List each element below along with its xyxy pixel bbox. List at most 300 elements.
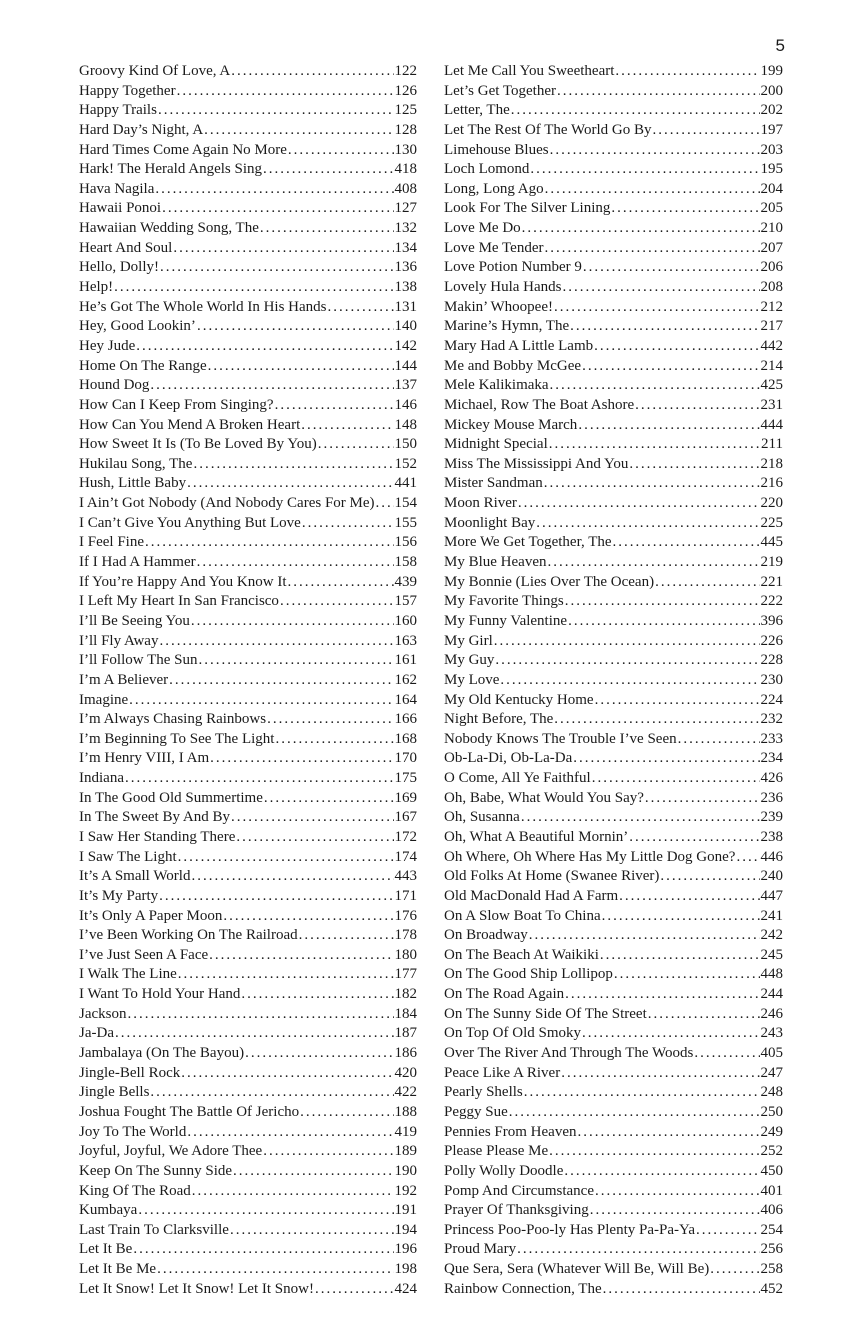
song-title: Hark! The Herald Angels Sing [79, 161, 263, 178]
dot-leader [267, 710, 393, 730]
index-entry [79, 199, 417, 219]
page-ref: 122 [394, 63, 417, 79]
dot-leader [562, 278, 759, 298]
index-entry [444, 455, 783, 475]
index-entry [79, 121, 417, 141]
page-ref: 234 [760, 750, 783, 767]
page-ref: 184 [394, 1005, 417, 1022]
page-ref: 425 [760, 377, 783, 394]
page-ref: 205 [760, 200, 783, 217]
page-ref: 169 [394, 789, 417, 806]
index-entry [444, 180, 783, 200]
dot-leader [568, 612, 759, 632]
song-title: I’ll Follow The Sun [79, 652, 198, 669]
index-entry [444, 1103, 783, 1123]
index-entry [79, 1221, 417, 1241]
song-title: It’s Only A Paper Moon [79, 907, 223, 924]
page-ref: 199 [760, 63, 783, 79]
dot-leader [264, 789, 394, 809]
index-entry [444, 199, 783, 219]
index-entry [79, 1123, 417, 1143]
song-title: I Saw The Light [79, 848, 177, 865]
page-ref: 166 [394, 711, 417, 728]
page-ref: 152 [394, 455, 417, 472]
song-title: Imagine [79, 691, 129, 708]
page-ref: 242 [760, 927, 783, 944]
page-number: 5 [775, 36, 785, 55]
song-title: Groovy Kind Of Love, A [79, 63, 231, 79]
page-ref: 142 [394, 337, 417, 354]
song-title: My Blue Heaven [444, 554, 547, 571]
dot-leader [138, 1201, 393, 1221]
dot-leader [614, 965, 760, 985]
dot-leader [299, 926, 394, 946]
page-ref: 241 [760, 907, 783, 924]
page-ref: 190 [394, 1162, 417, 1179]
index-entry [79, 160, 417, 180]
page-ref: 447 [760, 887, 783, 904]
dot-leader [115, 1024, 394, 1044]
dot-leader [557, 82, 760, 102]
song-title: Marine’s Hymn, The [444, 318, 570, 335]
dot-leader [521, 808, 760, 828]
index-entry [444, 416, 783, 436]
dot-leader [187, 474, 393, 494]
song-title: Makin’ Whoopee! [444, 298, 553, 315]
page-ref: 426 [760, 770, 783, 787]
song-title: In The Good Old Summertime [79, 789, 263, 806]
song-title: Prayer Of Thanksgiving [444, 1202, 589, 1219]
index-entry [79, 553, 417, 573]
song-title: Pomp And Circumstance [444, 1182, 594, 1199]
index-entry [444, 1221, 783, 1241]
song-title: Let It Snow! Let It Snow! Let It Snow! [79, 1280, 314, 1297]
dot-leader [549, 435, 760, 455]
song-title: He’s Got The Whole World In His Hands [79, 298, 327, 315]
song-title: Princess Poo-Poo-ly Has Plenty Pa-Pa-Ya [444, 1221, 695, 1238]
index-entry [444, 651, 783, 671]
page-ref: 236 [760, 789, 783, 806]
dot-leader [547, 553, 759, 573]
song-title: Joyful, Joyful, We Adore Thee [79, 1143, 263, 1160]
index-entry [79, 1103, 417, 1123]
dot-leader [611, 199, 759, 219]
dot-leader [550, 141, 760, 161]
dot-leader [517, 1240, 759, 1260]
dot-leader [530, 160, 759, 180]
index-entry [444, 160, 783, 180]
page-ref: 248 [760, 1084, 783, 1101]
dot-leader [178, 965, 394, 985]
dot-leader [288, 141, 394, 161]
index-entry [444, 396, 783, 416]
index-entry [444, 965, 783, 985]
page-ref: 396 [760, 612, 783, 629]
index-entry [444, 533, 783, 553]
dot-leader [522, 219, 760, 239]
page-ref: 194 [394, 1221, 417, 1238]
song-title: Que Sera, Sera (Whatever Will Be, Will Be) [444, 1261, 710, 1278]
dot-leader [565, 985, 759, 1005]
page-ref: 444 [760, 416, 783, 433]
index-entry [79, 671, 417, 691]
page-ref: 188 [394, 1103, 417, 1120]
dot-leader [260, 219, 394, 239]
index-entry [79, 1024, 417, 1044]
page-ref: 405 [760, 1045, 783, 1062]
song-title: Peggy Sue [444, 1103, 508, 1120]
page-ref: 250 [760, 1103, 783, 1120]
page-ref: 155 [394, 514, 417, 531]
page-ref: 178 [394, 927, 417, 944]
dot-leader [275, 396, 394, 416]
page-ref: 418 [394, 161, 417, 178]
song-title: Oh, Babe, What Would You Say? [444, 789, 644, 806]
song-title: Look For The Silver Lining [444, 200, 611, 217]
dot-leader [561, 1064, 759, 1084]
dot-leader [145, 533, 394, 553]
page-ref: 180 [394, 946, 417, 963]
index-entry [444, 1083, 783, 1103]
index-entry [444, 1024, 783, 1044]
page-ref: 150 [394, 436, 417, 453]
page-ref: 222 [760, 593, 783, 610]
index-entry [444, 671, 783, 691]
index-entry [79, 1182, 417, 1202]
page-ref: 442 [760, 337, 783, 354]
page-ref: 196 [394, 1241, 417, 1258]
song-title: My Bonnie (Lies Over The Ocean) [444, 573, 655, 590]
page-ref: 424 [394, 1280, 417, 1297]
song-title: On A Slow Boat To China [444, 907, 601, 924]
page-ref: 419 [394, 1123, 417, 1140]
song-title: On The Beach At Waikiki [444, 946, 599, 963]
dot-leader [318, 435, 394, 455]
index-entry [444, 1005, 783, 1025]
song-title: Love Potion Number 9 [444, 259, 582, 276]
song-title: Midnight Special [444, 436, 548, 453]
song-title: Let The Rest Of The World Go By [444, 121, 652, 138]
dot-leader [209, 946, 393, 966]
index-entry [444, 612, 783, 632]
page-ref: 164 [394, 691, 417, 708]
page-ref: 182 [394, 986, 417, 1003]
song-title: Rainbow Connection, The [444, 1280, 602, 1297]
index-entry [444, 592, 783, 612]
index-entry [444, 317, 783, 337]
index-entry [79, 848, 417, 868]
index-entry [79, 632, 417, 652]
index-entry [79, 946, 417, 966]
page-ref: 186 [394, 1045, 417, 1062]
index-entry [444, 946, 783, 966]
page-ref: 162 [394, 671, 417, 688]
song-title: Polly Wolly Doodle [444, 1162, 564, 1179]
index-entry [444, 632, 783, 652]
index-entry [79, 337, 417, 357]
index-entry [79, 258, 417, 278]
song-title: Help! [79, 279, 114, 296]
dot-leader [315, 1280, 394, 1300]
song-title: Long, Long Ago [444, 180, 544, 197]
index-entry [79, 1280, 417, 1300]
page-ref: 258 [760, 1261, 783, 1278]
index-entry [444, 848, 783, 868]
index-entry [79, 1260, 417, 1280]
song-title: Heart And Soul [79, 239, 173, 256]
dot-leader [629, 828, 759, 848]
index-entry [79, 416, 417, 436]
index-entry [444, 239, 783, 259]
index-entry [79, 455, 417, 475]
song-title: Mickey Mouse March [444, 416, 578, 433]
song-title: Mele Kalikimaka [444, 377, 549, 394]
page-ref: 198 [394, 1261, 417, 1278]
index-entry [79, 710, 417, 730]
index-entry [444, 435, 783, 455]
page-ref: 130 [394, 141, 417, 158]
index-entry [444, 474, 783, 494]
index-entry [79, 514, 417, 534]
dot-leader [125, 769, 394, 789]
page-ref: 134 [394, 239, 417, 256]
page-ref: 228 [760, 652, 783, 669]
dot-leader [192, 1182, 394, 1202]
index-entry [444, 985, 783, 1005]
dot-leader [660, 867, 759, 887]
dot-leader [565, 592, 760, 612]
dot-leader [495, 651, 759, 671]
dot-leader [150, 376, 393, 396]
song-title: On Broadway [444, 927, 528, 944]
index-entry [79, 1162, 417, 1182]
song-title: Limehouse Blues [444, 141, 549, 158]
dot-leader [573, 749, 759, 769]
page-ref: 219 [760, 554, 783, 571]
index-entry [79, 808, 417, 828]
song-title: Love Me Do [444, 220, 521, 237]
index-entry [444, 1044, 783, 1064]
page-ref: 128 [394, 121, 417, 138]
dot-leader [603, 1280, 760, 1300]
page-ref: 439 [394, 573, 417, 590]
page-ref: 126 [394, 82, 417, 99]
index-entry [444, 1240, 783, 1260]
dot-leader [197, 317, 394, 337]
song-title: Jackson [79, 1005, 127, 1022]
dot-leader [736, 848, 759, 868]
song-title: I Saw Her Standing There [79, 828, 236, 845]
dot-leader [191, 867, 393, 887]
song-title: Nobody Knows The Trouble I’ve Seen [444, 730, 677, 747]
index-entry [79, 494, 417, 514]
page-ref: 125 [394, 102, 417, 119]
dot-leader [710, 1260, 759, 1280]
dot-leader [301, 416, 393, 436]
dot-leader [280, 592, 394, 612]
page-ref: 249 [760, 1123, 783, 1140]
dot-leader [233, 1162, 393, 1182]
index-entry [444, 691, 783, 711]
song-title: Home On The Range [79, 357, 207, 374]
page-ref: 132 [394, 220, 417, 237]
index-entry [444, 887, 783, 907]
dot-leader [582, 1024, 759, 1044]
index-entry [79, 651, 417, 671]
song-title: My Love [444, 671, 500, 688]
index-entry [79, 867, 417, 887]
song-title: Hard Times Come Again No More [79, 141, 287, 158]
dot-leader [288, 573, 394, 593]
dot-leader [494, 632, 760, 652]
song-title: Oh Where, Oh Where Has My Little Dog Gone? [444, 848, 736, 865]
dot-leader [191, 612, 394, 632]
song-title: Pearly Shells [444, 1084, 523, 1101]
index-entry [444, 82, 783, 102]
dot-leader [594, 337, 759, 357]
index-entry [444, 808, 783, 828]
dot-leader [619, 887, 759, 907]
page-ref: 244 [760, 986, 783, 1003]
page-ref: 231 [760, 396, 783, 413]
index-column-left [79, 62, 417, 1299]
index-entry [444, 337, 783, 357]
song-title: I’m Beginning To See The Light [79, 730, 275, 747]
song-title: Last Train To Clarksville [79, 1221, 229, 1238]
song-title: Joy To The World [79, 1123, 187, 1140]
index-entry [444, 1201, 783, 1221]
page-ref: 158 [394, 554, 417, 571]
song-title: Hava Nagila [79, 180, 155, 197]
page-ref: 174 [394, 848, 417, 865]
song-title: Love Me Tender [444, 239, 544, 256]
index-entry [79, 965, 417, 985]
page-ref: 408 [394, 180, 417, 197]
dot-leader [600, 946, 760, 966]
page-ref: 245 [760, 946, 783, 963]
dot-leader [595, 691, 760, 711]
song-title: I’m Always Chasing Rainbows [79, 711, 267, 728]
page-ref: 232 [760, 711, 783, 728]
page-ref: 148 [394, 416, 417, 433]
page-ref: 137 [394, 377, 417, 394]
song-title: Me and Bobby McGee [444, 357, 582, 374]
song-title: I’ll Fly Away [79, 632, 159, 649]
dot-leader [570, 317, 759, 337]
song-title: Hello, Dolly! [79, 259, 159, 276]
index-entry [79, 730, 417, 750]
index-entry [444, 573, 783, 593]
song-title: My Guy [444, 652, 495, 669]
page-ref: 254 [760, 1221, 783, 1238]
page-ref: 206 [760, 259, 783, 276]
index-entry [79, 435, 417, 455]
index-entry [79, 887, 417, 907]
dot-leader [231, 808, 394, 828]
dot-leader [590, 1201, 760, 1221]
page-ref: 221 [760, 573, 783, 590]
dot-leader [328, 298, 394, 318]
song-title: I Walk The Line [79, 966, 177, 983]
page-ref: 140 [394, 318, 417, 335]
index-entry [79, 907, 417, 927]
dot-leader [629, 455, 759, 475]
dot-leader [678, 730, 760, 750]
song-title: Ob-La-Di, Ob-La-Da [444, 750, 573, 767]
song-title: Pennies From Heaven [444, 1123, 577, 1140]
index-entry [79, 298, 417, 318]
song-title: Please Please Me [444, 1143, 549, 1160]
dot-leader [376, 494, 394, 514]
song-title: Hush, Little Baby [79, 475, 187, 492]
page-ref: 154 [394, 495, 417, 512]
dot-leader [595, 1182, 760, 1202]
page-ref: 216 [760, 475, 783, 492]
page-ref: 175 [394, 770, 417, 787]
dot-leader [655, 573, 759, 593]
index-entry [79, 533, 417, 553]
page-ref: 144 [394, 357, 417, 374]
dot-leader [300, 1103, 393, 1123]
index-entry [444, 730, 783, 750]
dot-leader [536, 514, 759, 534]
song-title: I Left My Heart In San Francisco [79, 593, 279, 610]
song-title: On Top Of Old Smoky [444, 1025, 582, 1042]
song-title: My Girl [444, 632, 493, 649]
index-entry [79, 376, 417, 396]
page-ref: 214 [760, 357, 783, 374]
page-ref: 160 [394, 612, 417, 629]
dot-leader [564, 1162, 759, 1182]
song-title: Mary Had A Little Lamb [444, 337, 594, 354]
song-title: Hound Dog [79, 377, 150, 394]
dot-leader [554, 298, 760, 318]
index-entry [79, 1201, 417, 1221]
song-title: Happy Together [79, 82, 176, 99]
dot-leader [193, 455, 393, 475]
index-entry [444, 769, 783, 789]
song-title: I’ll Be Seeing You [79, 612, 190, 629]
song-title: Night Before, The [444, 711, 554, 728]
index-entry [79, 1044, 417, 1064]
song-title: I’m Henry VIII, I Am [79, 750, 210, 767]
dot-leader [602, 907, 760, 927]
page-ref: 170 [394, 750, 417, 767]
song-title: I’m A Believer [79, 671, 169, 688]
index-entry [79, 357, 417, 377]
index-entry [444, 121, 783, 141]
page-ref: 176 [394, 907, 417, 924]
page-ref: 136 [394, 259, 417, 276]
index-entry [79, 1142, 417, 1162]
dot-leader [169, 671, 393, 691]
page-ref: 208 [760, 279, 783, 296]
page-ref: 207 [760, 239, 783, 256]
dot-leader [544, 239, 759, 259]
index-entry [444, 828, 783, 848]
dot-leader [694, 1044, 759, 1064]
page-ref: 138 [394, 279, 417, 296]
page-ref: 131 [394, 298, 417, 315]
page-ref: 195 [760, 161, 783, 178]
song-title: Hey, Good Lookin’ [79, 318, 196, 335]
page-ref: 168 [394, 730, 417, 747]
index-entry [444, 907, 783, 927]
song-title: Indiana [79, 770, 124, 787]
dot-leader [198, 651, 393, 671]
index-entry [79, 985, 417, 1005]
song-title: Let It Be [79, 1241, 133, 1258]
